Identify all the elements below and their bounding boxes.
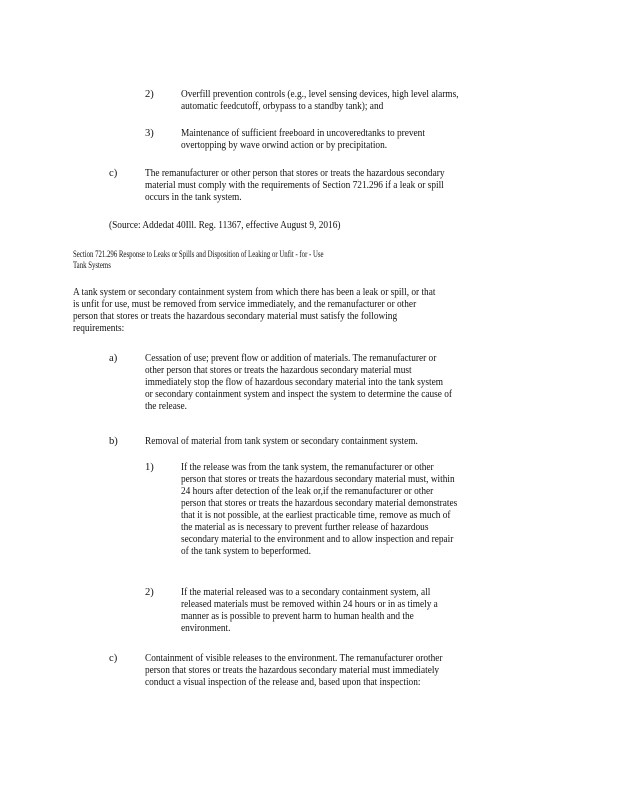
item-label: b) [109, 436, 118, 447]
text-line: manner as is possible to prevent harm to human health and the [181, 611, 414, 622]
item-label: c) [109, 653, 118, 664]
text-line: immediately stop the flow of hazardous secondary material into the tank system [145, 377, 443, 388]
text-line: Section 721.296 Response to Leaks or Spills and Disposition of Leaking or Unfit - for - Use [73, 249, 324, 259]
text-line: secondary material to the environment and to allow inspection and repair [181, 534, 454, 545]
item-paragraph [181, 462, 457, 558]
text-line: 24 hours after detection of the leak or,if the remanufacturer or other [181, 486, 434, 497]
text-line: Containment of visible releases to the environment. The remanufacturer orother [145, 653, 443, 664]
text-line: person that stores or treats the hazardous secondary material must, within [181, 474, 455, 485]
text-line: conduct a visual inspection of the release and, based upon that inspection: [145, 677, 421, 688]
item-paragraph [145, 653, 443, 689]
text-line: that it is not possible, at the earliest practicable time, remove as much of [181, 510, 451, 521]
text-line: The remanufacturer or other person that stores or treats the hazardous secondary [145, 168, 445, 179]
text-line: If the release was from the tank system, the remanufacturer or other [181, 462, 434, 473]
text-line: released materials must be removed within 24 hours or in as timely a [181, 599, 438, 610]
text-line: material must comply with the requirements of Section 721.296 if a leak or spill [145, 180, 444, 191]
text-line: automatic feedcutoff, orbypass to a standby tank); and [181, 101, 384, 112]
item-label: 2) [145, 587, 154, 598]
text-line: Overfill prevention controls (e.g., level sensing devices, high level alarms, [181, 89, 459, 100]
text-line: other person that stores or treats the hazardous secondary material must [145, 365, 412, 376]
item-label: 3) [145, 128, 154, 139]
item-paragraph [181, 587, 438, 635]
section-heading [73, 249, 324, 271]
item-paragraph [145, 168, 445, 204]
item-label: 1) [145, 462, 154, 473]
text-line: Maintenance of sufficient freeboard in uncoveredtanks to prevent [181, 128, 425, 139]
text-line: requirements: [73, 323, 125, 334]
text-line: Removal of material from tank system or secondary containment system. [145, 436, 418, 447]
text-line: A tank system or secondary containment system from which there has been a leak or spill, or that [73, 287, 436, 298]
item-paragraph [181, 128, 425, 152]
text-line: overtopping by wave orwind action or by precipitation. [181, 140, 388, 151]
text-line: Tank Systems [73, 260, 111, 270]
item-label: a) [109, 353, 118, 364]
text-line: the release. [145, 401, 187, 412]
text-line: person that stores or treats the hazardous secondary material must immediately [145, 665, 440, 676]
text-line: occurs in the tank system. [145, 192, 242, 203]
intro-paragraph [73, 287, 435, 335]
source-note [109, 220, 340, 232]
item-paragraph [145, 353, 452, 413]
item-label: c) [109, 168, 118, 179]
text-line: or secondary containment system and inspect the system to determine the cause of [145, 389, 453, 400]
text-line: person that stores or treats the hazardous secondary material demonstrates [181, 498, 458, 509]
item-paragraph [145, 436, 418, 448]
item-label: 2) [145, 89, 154, 100]
item-paragraph [181, 89, 459, 113]
text-line: of the tank system to beperformed. [181, 546, 311, 557]
text-line: the material as is necessary to prevent further release of hazardous [181, 522, 429, 533]
text-line: Cessation of use; prevent flow or addition of materials. The remanufacturer or [145, 353, 437, 364]
text-line: is unfit for use, must be removed from service immediately, and the remanufacturer or other [73, 299, 417, 310]
text-line: (Source: Addedat 40Ill. Reg. 11367, effective August 9, 2016) [109, 220, 341, 231]
text-line: If the material released was to a secondary containment system, all [181, 587, 431, 598]
text-line: environment. [181, 623, 231, 634]
text-line: person that stores or treats the hazardous secondary material must satisfy the following [73, 311, 398, 322]
